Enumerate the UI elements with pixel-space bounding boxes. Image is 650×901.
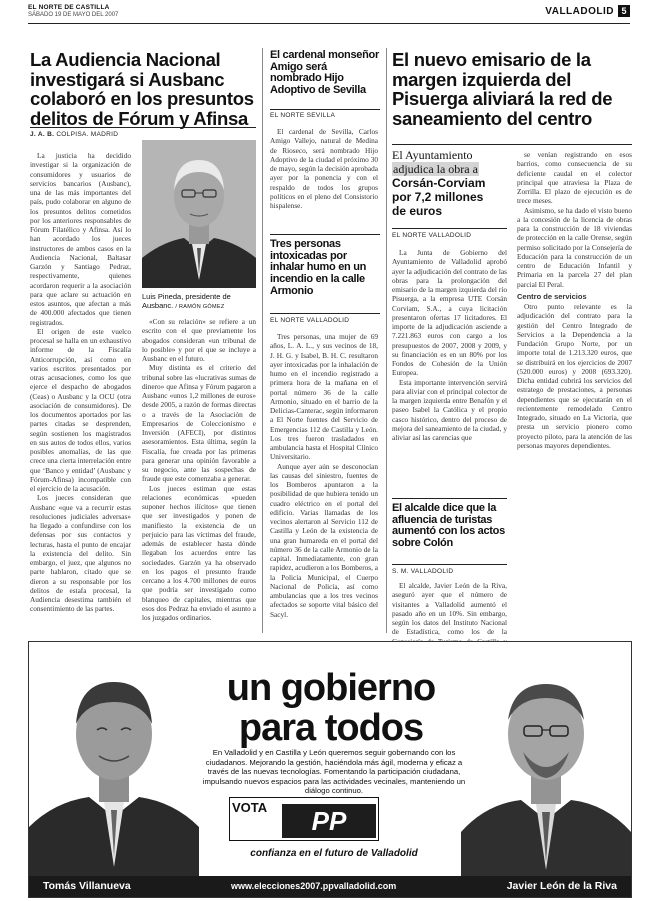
portrait-photo — [142, 140, 256, 288]
paragraph: Esta importante intervención servirá para aliviar con el principal colector de la margen izquierda entre Benafón y el paseo Isabel la Católica y el propio casco histórico, dentro del proceso de mejora del saneamiento de la ciudad, y aliviar así las carencias que — [392, 377, 507, 442]
paragraph: Aunque ayer aún se desconocían las causas del siniestro, fuentes de los Bomberos apuntaron a la posibilidad de que hubiera tenido un cuadro eléctrico en el portal del edificio. Varias llamadas de los vecinos alertaron al Servicio 112 de Castilla y León de la existencia de una gran humareda en el portal del número 36 de la calle Armonio de la capital. Inmediatamente, con gran rapidez, acudieron a los Bomberos, a la Policía Municipal, el Cuerpo Nacional de Policía, así como ambulancias que a los tres vecinos afectados se soporte vital básico del Sacyl. — [270, 461, 378, 619]
page-number: 5 — [618, 5, 630, 17]
paragraph: Muy distinta es el criterio del tribunal sobre las «lucrativas sumas de dinero» que Afinsa y Fórum pagaron a Ausbanc «unos 1,2 millones de euros» desde 2005, a razón de formas directas o a través de la Asociación de Empresarios de Coleccionismo e Inversión (AFECI), por distintos asesoramientos. Esta última, según la Fiscalía, fue creada por las primeras para generar una opinión favorable a su negocio, ante las sospechas de fraude que este comenzaba a generar. — [142, 363, 256, 484]
byline-author: J. A. B. — [30, 131, 55, 138]
political-advertisement — [28, 641, 632, 898]
article2-headline: El cardenal monseñor Amigo será nombrado Hijo Adoptivo de Sevilla — [270, 49, 379, 96]
paragraph: Asimismo, se ha dado el visto bueno a la concesión de la licencia de obras para la construcción de 18 viviendas de protección en la calle Orense, según permiso solicitado por la Consejería de Educación para la construcción de un centro de Educación Infantil y Primaria en la parcela 27 del plan parcial El Peral. — [517, 205, 632, 289]
sub-line: El Ayuntamiento — [392, 148, 473, 162]
headline-rule — [270, 313, 380, 314]
paragraph: El alcalde, Javier León de la Riva, aseguró ayer que el número de visitantes a Valladolid aumentó el pasado año en un 10%. Sin embargo, según los datos del Instituto Nacional de Estadística, como los de la — [392, 581, 507, 637]
article2-body — [270, 127, 378, 247]
paragraph: Los jueces consideran que Ausbanc «que va a recurrir estas resoluciones judiciales adversas» ha llegado a confundirse con los defensas por sus contactos y lecturas, hasta el punto de encajar la existencia del delito. Sin embargo, el juez, que algunos no parte hablaron, citado que se dieron a su responsable por los delitos de estafa procesal, la Audiencia desestima también el consentimiento de las partes. — [30, 493, 131, 614]
paragraph: El origen de este vuelco procesal se halla en un exhaustivo informe de la Fiscalía Anticorrupción, así como en varios escritos presentados por otras acusaciones, como los que ejerce el despacho de abogados (Ceas) o Ausbanc y la OCU (otra asociación de consumidores). De los documentos aportados por las partes citadas se desprenden, según sostienen los magistrados en sus autos de todos ellos, varios posibles anomalías, de las que crece una cierta interrelación entre que ‘Banco y entidad’ (Ausbanc y Fórum-Afinsa) incompatible con el ejercicio de la acusación. — [30, 326, 131, 493]
candidate-photo-left — [29, 652, 199, 897]
paragraph: Tres personas, una mujer de 69 años, L. A. L., y sus vecinos de 18, J. H. G. y Isabel, B. H. C. resultaron ayer intoxicadas por la inhalación de humo en el incendio registrado a primera hora de la mañana en el portal número 36 de la calle Armonio, situado en el barrio de la Delicias-Canterac, según informaron a El Norte fuentes del Servicio de Emergencias 112 de Castilla y León. Los tres fueron trasladados en ambulancia hasta el Hospital Clínico Universitario. — [270, 332, 378, 462]
photo-credit: / RAMÓN GÓMEZ — [175, 304, 225, 310]
article2-byline: EL NORTE SEVILLA — [270, 112, 336, 119]
sub-line: por 7,2 millones — [392, 190, 484, 204]
column-divider — [386, 48, 387, 633]
paragraph: El cardenal de Sevilla, Carlos Amigo Vallejo, natural de Medina de Rioseco, será nombrado Hijo Adoptivo de la ciudad el próximo 30 de mayo, según la decisión aprobada ayer por la ponencia y con el respaldo de todos los grupos políticos en el pleno del Consistorio hispalense. — [270, 127, 378, 210]
vote-label: VOTA — [232, 800, 268, 815]
paragraph: Los jueces estiman que estas relaciones económicas «pueden suponer hechos ilícitos» que tienen que ser investigados y ponen de manifiesto la existencia de un perjuicio para las víctimas del fraude, además de establecer hasta dónde llegaban los acuerdos entre las sociedades. Garzón ya ha observado en los pagos el presunto fraude cercano a los 4.700 millones de euros que podría ser investigado como blanqueo de capitales, mientras que esos dos Pedraz ha enviado el asunto a los juzgados ordinarios. — [142, 483, 256, 622]
section-rule — [270, 234, 380, 235]
issue-date: SÁBADO 19 DE MAYO DEL 2007 — [28, 12, 119, 18]
sub-line: adjudica la obra a — [393, 162, 478, 176]
article4-byline: EL NORTE VALLADOLID — [392, 232, 472, 239]
portrait-illustration — [142, 140, 256, 288]
column-divider — [262, 48, 263, 633]
article3-headline: Tres personas intoxicadas por inhalar humo en un incendio en la calle Armonio — [270, 238, 367, 297]
candidate-portrait-right — [461, 652, 631, 897]
party-logo: PP — [282, 804, 376, 838]
article4-subhead: Centro de servicios — [517, 291, 587, 301]
paragraph: La justicia ha decidido investigar si la organización de consumidores y usuarios de servicios bancarios (Ausbanc), una de las más importantes del país, pudo colaborar en alguno de los presuntos delitos cometidos por los anteriores responsables de Fórum Filatélico y Afinsa. Así lo han acordado los jueces instructores de ambos casos en la Audiencia Nacional, Baltasar Garzón y Santiago Pedraz, respectivamente, quienes acordaron requerir a la asociación para que aclare su actuación en estos asuntos, que afectan a más de 400.000 afectados que tienen registrados. — [30, 151, 131, 327]
article1-byline — [30, 131, 250, 138]
article1-headline: La Audiencia Nacional investigará si Ausbanc colaboró en los presuntos delitos de Fórum y Afinsa — [30, 49, 254, 129]
sub-line: de euros — [392, 204, 443, 218]
masthead — [28, 4, 630, 24]
headline-rule — [30, 127, 256, 128]
paragraph: se venían registrando en esos barrios, como consecuencia de su deficiente caudal en el colector principal que atraviesa la Plaza de Zorrilla. El plazo de ejecución es de trece meses. — [517, 150, 632, 206]
headline-rule — [392, 144, 632, 145]
article5-headline: El alcalde dice que la afluencia de turistas aumentó con los actos sobre Colón — [392, 502, 505, 549]
candidate-name-right: Javier León de la Riva — [506, 880, 617, 892]
article4-headline: El nuevo emisario de la margen izquierda del Pisuerga aliviará la red de saneamiento del centro — [392, 49, 613, 129]
byline-place: COLPISA. MADRID — [56, 131, 119, 138]
ad-headline-line: un gobierno — [226, 667, 436, 709]
vote-box — [229, 797, 379, 841]
article5-byline: S. M. VALLADOLID — [392, 568, 454, 575]
ad-footer-bar — [29, 876, 631, 897]
article4-column1 — [392, 248, 507, 480]
paragraph: La Junta de Gobierno del Ayuntamiento de Valladolid aprobó ayer la adjudicación del contrato de las obras para la prolongación del emisario de la margen izquierda del río Pisuerga, a la empresa UTE Corsán Corviam, S.A., a cuya licitación presentaron ofertas 17 licitadores. El importe de la adjudicación asciende a 7.221.863 euros con cargo a los presupuestos de 2007, 2008 y 2009, y su financiación es en un 80% por los Fondos de Cohesión de la Unión Europea. — [392, 248, 507, 378]
paragraph: «Con su relación» se refiere a un escrito con el que previamente los abogados consideran «un tribunal de lo posible» y por el que se incluye a Ausbanc en el futuro. — [142, 317, 256, 363]
candidate-name-left: Tomás Villanueva — [43, 880, 131, 892]
photo-caption — [142, 292, 256, 312]
headline-rule — [392, 564, 507, 565]
paragraph: Otro punto relevante es la adjudicación del contrato para la gestión del Centro Integrado de Servicios a la Dependencia a la Fundación Grupo Norte, por un importe total de 1.213.320 euros, que se distribuirá en los ejercicios de 2007 (520.000 euros) y 2008 (693.320). Dicha entidad cubrirá los servicios del estratego de prestaciones, a personas dependientes que se ejecutarán en el recientemente remodelado Centro Integrado, situado en La Victoria, que presta un servicio pionero como proyecto piloto, para la atención de las personas mayores dependientes. — [517, 302, 632, 450]
ad-body-copy: En Valladolid y en Castilla y León queremos seguir gobernando con los ciudadanos. Mejorando la gestión, haciéndola más ágil, moderna y eficaz a través de las nuevas tecnologías. Fomentando la participación ciudadana, impulsando nuevos espacios para las actividades vecinales, manteniendo un diálogo continuo. — [202, 748, 466, 795]
ad-tagline: confianza en el futuro de Valladolid — [250, 848, 418, 859]
caption-text: Luis Pineda, presidente de Ausbanc. — [142, 292, 231, 310]
newspaper-name: EL NORTE DE CASTILLA — [28, 4, 110, 11]
ad-headline-line: para todos — [238, 707, 424, 749]
article4-subheading — [392, 148, 507, 218]
article3-byline: EL NORTE VALLADOLID — [270, 317, 350, 324]
section-rule — [392, 498, 507, 499]
ad-headline — [201, 668, 461, 748]
headline-rule — [270, 109, 380, 110]
section-name: VALLADOLID — [545, 6, 614, 17]
candidate-portrait-left — [29, 652, 199, 897]
candidate-photo-right — [461, 652, 631, 897]
article4-column2 — [517, 150, 632, 635]
sub-line: Corsán-Corviam — [392, 176, 486, 190]
headline-rule — [392, 228, 507, 229]
campaign-url[interactable]: www.elecciones2007.ppvalladolid.com — [231, 881, 397, 891]
